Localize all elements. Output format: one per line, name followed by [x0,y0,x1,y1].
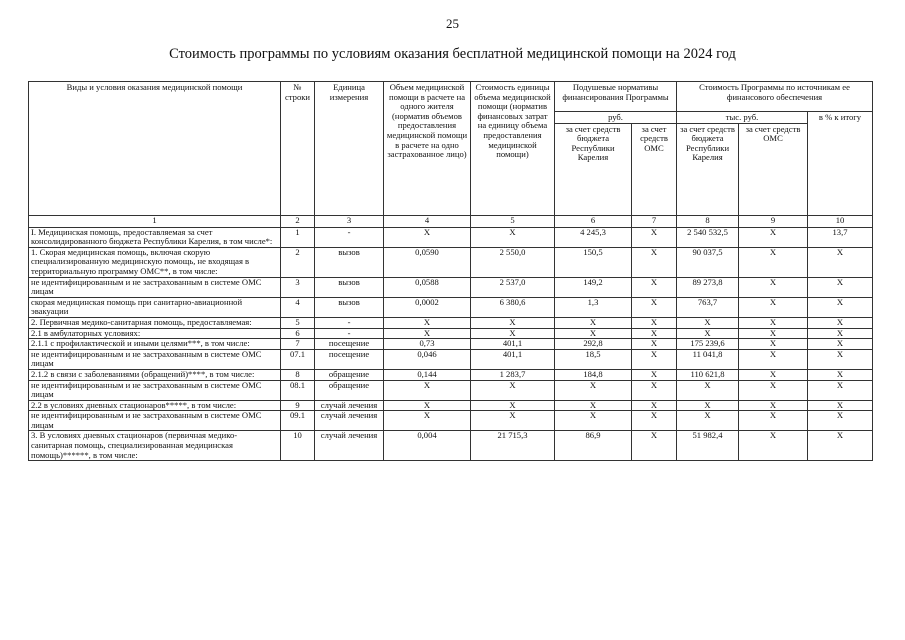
row-program-oms: X [739,317,808,328]
row-program-oms: X [739,369,808,380]
row-unit-cost: 2 537,0 [471,277,555,297]
column-number: 6 [555,215,632,227]
table-row [29,380,873,400]
table-body [29,227,873,461]
row-per-capita-budget: X [555,328,632,339]
row-percent: X [808,349,873,369]
row-program-oms: X [739,297,808,317]
row-percent: X [808,431,873,461]
header-rub: руб. [555,112,677,124]
column-number: 1 [29,215,281,227]
row-per-capita-oms: X [632,349,677,369]
row-unit: случай лечения [315,411,384,431]
row-percent: X [808,400,873,411]
row-percent: X [808,411,873,431]
row-percent: X [808,328,873,339]
row-per-capita-budget: 86,9 [555,431,632,461]
table-row [29,339,873,350]
row-program-oms: X [739,227,808,247]
row-number: 3 [281,277,315,297]
row-program-oms: X [739,349,808,369]
row-program-oms: X [739,400,808,411]
row-program-budget: 90 037,5 [677,247,739,277]
row-volume: 0,0588 [384,277,471,297]
row-unit-cost: 1 283,7 [471,369,555,380]
row-number: 09.1 [281,411,315,431]
column-number: 9 [739,215,808,227]
table-row [29,247,873,277]
row-unit: - [315,328,384,339]
row-name: не идентифицированным и не застрахованным в системе ОМС лицам [29,349,281,369]
row-number: 6 [281,328,315,339]
row-per-capita-oms: X [632,369,677,380]
row-percent: 13,7 [808,227,873,247]
row-unit: посещение [315,349,384,369]
row-number: 1 [281,227,315,247]
table-row [29,369,873,380]
row-per-capita-budget: X [555,400,632,411]
row-unit-cost: 21 715,3 [471,431,555,461]
header-cost-unit: Стоимость единицы объема медицинской помощи (норматив финансовых затрат на единицу объема предоставления медицинской помощи) [471,82,555,216]
row-unit-cost: X [471,400,555,411]
page-number: 25 [446,16,459,31]
row-name: 2.2 в условиях дневных стационаров*****, в том числе: [29,400,281,411]
row-program-budget: 2 540 532,5 [677,227,739,247]
row-per-capita-budget: 4 245,3 [555,227,632,247]
row-program-budget: X [677,317,739,328]
column-number: 8 [677,215,739,227]
header-per-capita: Подушевые нормативы финансирования Программы [555,82,677,112]
row-number: 5 [281,317,315,328]
table-row [29,411,873,431]
document-title: Стоимость программы по условиям оказания бесплатной медицинской помощи на 2024 год [169,46,736,62]
row-name: не идентифицированным и не застрахованным в системе ОМС лицам [29,411,281,431]
row-per-capita-budget: 1,3 [555,297,632,317]
row-unit-cost: X [471,411,555,431]
row-unit: обращение [315,369,384,380]
row-unit-cost: 6 380,6 [471,297,555,317]
row-program-budget: 51 982,4 [677,431,739,461]
row-program-budget: X [677,400,739,411]
row-name: не идентифицированным и не застрахованным в системе ОМС лицам [29,380,281,400]
row-percent: X [808,369,873,380]
column-number: 2 [281,215,315,227]
header-volume: Объем медицинской помощи в расчете на одного жителя (норматив объемов предоставления медицинской помощи в расчете на одно застрахованное лицо) [384,82,471,216]
row-program-budget: 175 239,6 [677,339,739,350]
table-row [29,400,873,411]
column-number: 7 [632,215,677,227]
row-per-capita-budget: X [555,411,632,431]
row-unit: вызов [315,247,384,277]
row-volume: 0,0002 [384,297,471,317]
row-unit: посещение [315,339,384,350]
row-volume: X [384,411,471,431]
row-unit: обращение [315,380,384,400]
row-program-oms: X [739,328,808,339]
row-volume: 0,004 [384,431,471,461]
table-row [29,297,873,317]
row-name: 2.1.2 в связи с заболеваниями (обращений)****, в том числе: [29,369,281,380]
row-name: скорая медицинская помощь при санитарно-авиационной эвакуации [29,297,281,317]
row-program-budget: X [677,411,739,431]
row-program-budget: 11 041,8 [677,349,739,369]
row-per-capita-oms: X [632,277,677,297]
row-program-oms: X [739,431,808,461]
row-unit-cost: 401,1 [471,349,555,369]
row-percent: X [808,317,873,328]
row-unit: - [315,227,384,247]
row-program-budget: X [677,328,739,339]
row-per-capita-oms: X [632,400,677,411]
row-percent: X [808,297,873,317]
row-volume: X [384,317,471,328]
column-number: 5 [471,215,555,227]
header-budget2: за счет средств бюджета Республики Карелия [677,123,739,215]
row-per-capita-budget: 292,8 [555,339,632,350]
row-program-oms: X [739,380,808,400]
row-program-oms: X [739,247,808,277]
row-unit-cost: X [471,317,555,328]
row-per-capita-oms: X [632,380,677,400]
row-unit: случай лечения [315,431,384,461]
row-name: не идентифицированным и не застрахованным в системе ОМС лицам [29,277,281,297]
row-per-capita-budget: X [555,380,632,400]
row-per-capita-oms: X [632,247,677,277]
column-number: 4 [384,215,471,227]
row-number: 10 [281,431,315,461]
row-program-oms: X [739,339,808,350]
row-unit-cost: X [471,227,555,247]
row-unit: вызов [315,297,384,317]
header-kind: Виды и условия оказания медицинской помощи [29,82,281,216]
row-volume: X [384,400,471,411]
program-cost-table [28,81,873,461]
header-budget: за счет средств бюджета Республики Карелия [555,123,632,215]
row-per-capita-oms: X [632,339,677,350]
table-row [29,277,873,297]
header-row-no: № строки [281,82,315,216]
row-program-oms: X [739,277,808,297]
row-volume: 0,144 [384,369,471,380]
row-program-budget: 110 621,8 [677,369,739,380]
header-percent: в % к итогу [808,112,873,216]
row-number: 7 [281,339,315,350]
row-volume: X [384,328,471,339]
row-number: 07.1 [281,349,315,369]
row-percent: X [808,247,873,277]
row-per-capita-oms: X [632,411,677,431]
row-program-budget: 89 273,8 [677,277,739,297]
row-unit-cost: X [471,380,555,400]
row-name: 2.1 в амбулаторных условиях: [29,328,281,339]
row-per-capita-budget: X [555,317,632,328]
row-per-capita-oms: X [632,431,677,461]
row-number: 08.1 [281,380,315,400]
row-percent: X [808,277,873,297]
row-percent: X [808,339,873,350]
row-per-capita-budget: 18,5 [555,349,632,369]
row-volume: 0,0590 [384,247,471,277]
row-name: I. Медицинская помощь, предоставляемая за счет консолидированного бюджета Республики Карелия, в том числе*: [29,227,281,247]
row-per-capita-oms: X [632,297,677,317]
row-unit-cost: 401,1 [471,339,555,350]
table-row [29,431,873,461]
row-per-capita-oms: X [632,227,677,247]
row-unit: случай лечения [315,400,384,411]
header-thous-rub: тыс. руб. [677,112,808,124]
row-program-budget: X [677,380,739,400]
row-per-capita-budget: 150,5 [555,247,632,277]
table-row [29,317,873,328]
row-number: 2 [281,247,315,277]
row-unit-cost: 2 550,0 [471,247,555,277]
row-per-capita-budget: 149,2 [555,277,632,297]
header-oms2: за счет средств ОМС [739,123,808,215]
row-per-capita-oms: X [632,328,677,339]
row-name: 2. Первичная медико-санитарная помощь, предоставляемая: [29,317,281,328]
row-per-capita-oms: X [632,317,677,328]
row-unit-cost: X [471,328,555,339]
column-number: 3 [315,215,384,227]
column-numbers-row [29,215,873,227]
row-percent: X [808,380,873,400]
row-volume: 0,046 [384,349,471,369]
row-name: 1. Скорая медицинская помощь, включая скорую специализированную медицинскую помощь, не входящая в территориальную программу ОМС**, в том числе: [29,247,281,277]
row-volume: X [384,380,471,400]
row-volume: X [384,227,471,247]
column-number: 10 [808,215,873,227]
row-per-capita-budget: 184,8 [555,369,632,380]
header-oms: за счет средств ОМС [632,123,677,215]
row-number: 9 [281,400,315,411]
row-number: 8 [281,369,315,380]
row-program-oms: X [739,411,808,431]
header-unit: Единица измерения [315,82,384,216]
row-volume: 0,73 [384,339,471,350]
row-name: 3. В условиях дневных стационаров (первичная медико-санитарная помощь, специализированная медицинская помощь)******, в том числе: [29,431,281,461]
header-program-cost: Стоимость Программы по источникам ее финансового обеспечения [677,82,873,112]
table-row [29,328,873,339]
row-name: 2.1.1 с профилактической и иными целями***, в том числе: [29,339,281,350]
row-number: 4 [281,297,315,317]
row-unit: - [315,317,384,328]
table-row [29,227,873,247]
row-unit: вызов [315,277,384,297]
table-row [29,349,873,369]
row-program-budget: 763,7 [677,297,739,317]
